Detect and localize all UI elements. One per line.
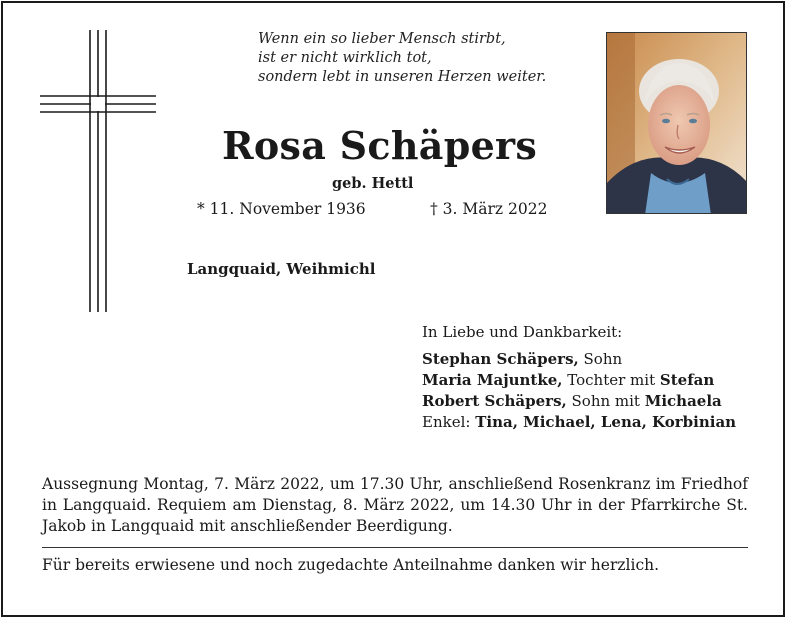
- funeral-notice: Aussegnung Montag, 7. März 2022, um 17.30 Uhr, anschließend Rosenkranz im Friedhof in Langquaid. Requiem am Dienstag, 8. März 2022, um 14.30 Uhr in der Pfarrkirche St. Jakob in Langquaid mit anschließender Beerdigung.: [42, 475, 748, 535]
- grandchildren-line: [422, 412, 736, 433]
- birth-name: geb. Hettl: [332, 175, 414, 192]
- grandchildren-label: Enkel:: [422, 413, 476, 431]
- mourner-relation: Sohn mit: [566, 392, 645, 410]
- mourner-line: [422, 349, 736, 370]
- quote-line-3: sondern lebt in unseren Herzen weiter.: [258, 69, 547, 85]
- death-date: † 3. März 2022: [430, 200, 548, 218]
- mourner-line: [422, 391, 736, 412]
- mourner-line: [422, 370, 736, 391]
- quote-line-2: ist er nicht wirklich tot,: [258, 50, 432, 66]
- deceased-name: Rosa Schäpers: [222, 123, 538, 168]
- mourner-relation: Sohn: [578, 350, 623, 368]
- portrait-photo: [606, 32, 747, 214]
- mourners-intro: In Liebe und Dankbarkeit:: [422, 323, 623, 341]
- grandchildren-names: Tina, Michael, Lena, Korbinian: [475, 413, 737, 431]
- mourner-partner: Stefan: [659, 371, 715, 389]
- quote-line-1: Wenn ein so lieber Mensch stirbt,: [258, 31, 506, 47]
- mourner-relation: Tochter mit: [562, 371, 660, 389]
- thanks-note: Für bereits erwiesene und noch zugedachte Anteilnahme danken wir herzlich.: [42, 556, 660, 574]
- mourner-partner: Michaela: [644, 392, 722, 410]
- mourners-list: [422, 322, 736, 433]
- residence: Langquaid, Weihmichl: [187, 260, 376, 278]
- mourner-name: Robert Schäpers,: [422, 392, 567, 410]
- mourner-name: Maria Majuntke,: [422, 371, 563, 389]
- birth-date: * 11. November 1936: [197, 200, 366, 218]
- memorial-quote: [258, 30, 546, 87]
- cross-icon: [40, 30, 156, 312]
- mourner-name: Stephan Schäpers,: [422, 350, 579, 368]
- divider: [42, 547, 748, 548]
